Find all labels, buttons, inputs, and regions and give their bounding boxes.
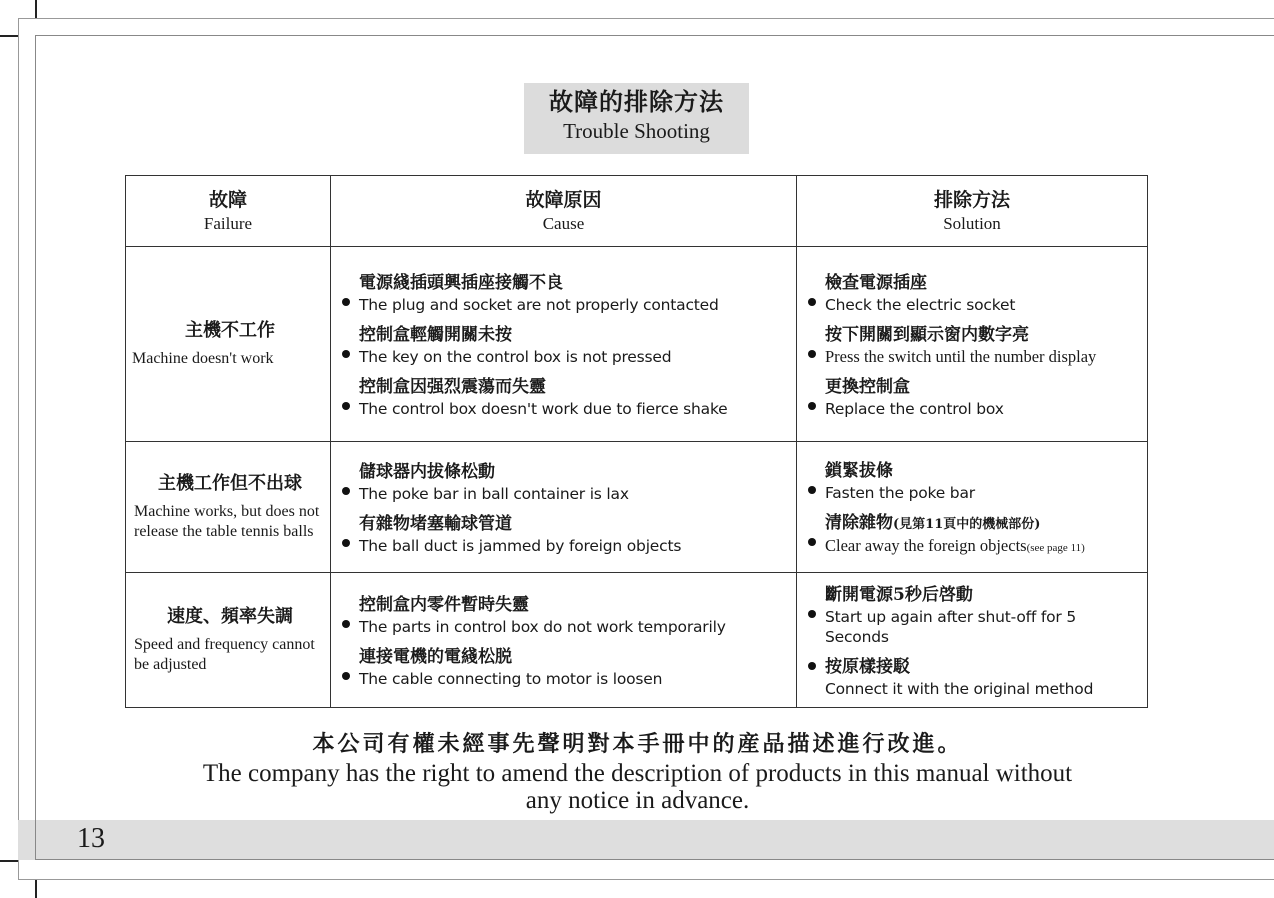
title-chinese: 故障的排除方法 [549, 87, 724, 116]
bullet-icon [808, 298, 816, 306]
notice-chinese: 本公司有權未經事先聲明對本手冊中的産品描述進行改進。 [312, 731, 963, 757]
failure-cell: 速度、頻率失調 Speed and frequency cannot be adjusted [126, 573, 331, 708]
bullet-icon [808, 486, 816, 494]
cause-cell [331, 442, 797, 573]
failure-cell: 主機工作但不出球 Machine works, but does not release the table tennis balls [126, 442, 331, 573]
table-header-row [126, 176, 1148, 247]
failure-cell: 主機不工作 Machine doesn't work [126, 247, 331, 442]
solution-item: 鎖緊拔條 Fasten the poke bar [807, 460, 1141, 503]
solution-cell [797, 247, 1148, 442]
bullet-icon [342, 402, 350, 410]
section-title [524, 83, 749, 154]
solution-item: 更換控制盒 Replace the control box [807, 376, 1141, 419]
cause-item: 控制盒内零件暫時失靈 The parts in control box do not work temporarily [341, 594, 790, 637]
bullet-icon [342, 539, 350, 547]
disclaimer-notice [200, 728, 1075, 814]
troubleshooting-table [125, 175, 1148, 708]
bullet-icon [808, 538, 816, 546]
bullet-icon [342, 298, 350, 306]
solution-item: 斷開電源5秒后啓動 Start up again after shut-off for 5 Seconds [807, 584, 1141, 647]
table-row [126, 442, 1148, 573]
bullet-icon [342, 487, 350, 495]
cause-item: 儲球器内拔條松動 The poke bar in ball container is lax [341, 461, 790, 504]
bullet-icon [342, 620, 350, 628]
solution-item: 按下開關到顯示窗内數字亮 Press the switch until the number display [807, 324, 1141, 367]
notice-english: The company has the right to amend the description of products in this manual without any notice in advance. [202, 760, 1073, 814]
table-row [126, 247, 1148, 442]
crop-mark [35, 880, 37, 898]
cause-cell [331, 247, 797, 442]
bullet-icon [342, 350, 350, 358]
cause-item: 有雜物堵塞輸球管道 The ball duct is jammed by foreign objects [341, 513, 790, 556]
cause-item: 連接電機的電綫松脱 The cable connecting to motor is loosen [341, 646, 790, 689]
header-cause: 故障原因 Cause [331, 176, 797, 247]
table-row [126, 573, 1148, 708]
bullet-icon [808, 662, 816, 670]
cause-item: 控制盒輕觸開關未按 The key on the control box is not pressed [341, 324, 790, 367]
bullet-icon [342, 672, 350, 680]
header-solution: 排除方法 Solution [797, 176, 1148, 247]
bullet-icon [808, 402, 816, 410]
cause-item: 電源綫插頭興插座接觸不良 The plug and socket are not properly contacted [341, 272, 790, 315]
header-failure: 故障 Failure [126, 176, 331, 247]
page-number: 13 [77, 823, 105, 854]
crop-mark [35, 0, 37, 18]
solution-item: 清除雜物(見第11頁中的機械部份) Clear away the foreign objects(see page 11) [807, 512, 1141, 558]
solution-cell [797, 442, 1148, 573]
solution-item: 檢查電源插座 Check the electric socket [807, 272, 1141, 315]
cause-cell [331, 573, 797, 708]
solution-item: 按原樣接駁 Connect it with the original method [807, 656, 1141, 699]
bullet-icon [808, 610, 816, 618]
bullet-icon [808, 350, 816, 358]
solution-cell [797, 573, 1148, 708]
cause-item: 控制盒因强烈震蕩而失靈 The control box doesn't work due to fierce shake [341, 376, 790, 419]
title-english: Trouble Shooting [563, 119, 710, 143]
crop-mark [0, 35, 18, 37]
crop-mark [0, 860, 18, 862]
